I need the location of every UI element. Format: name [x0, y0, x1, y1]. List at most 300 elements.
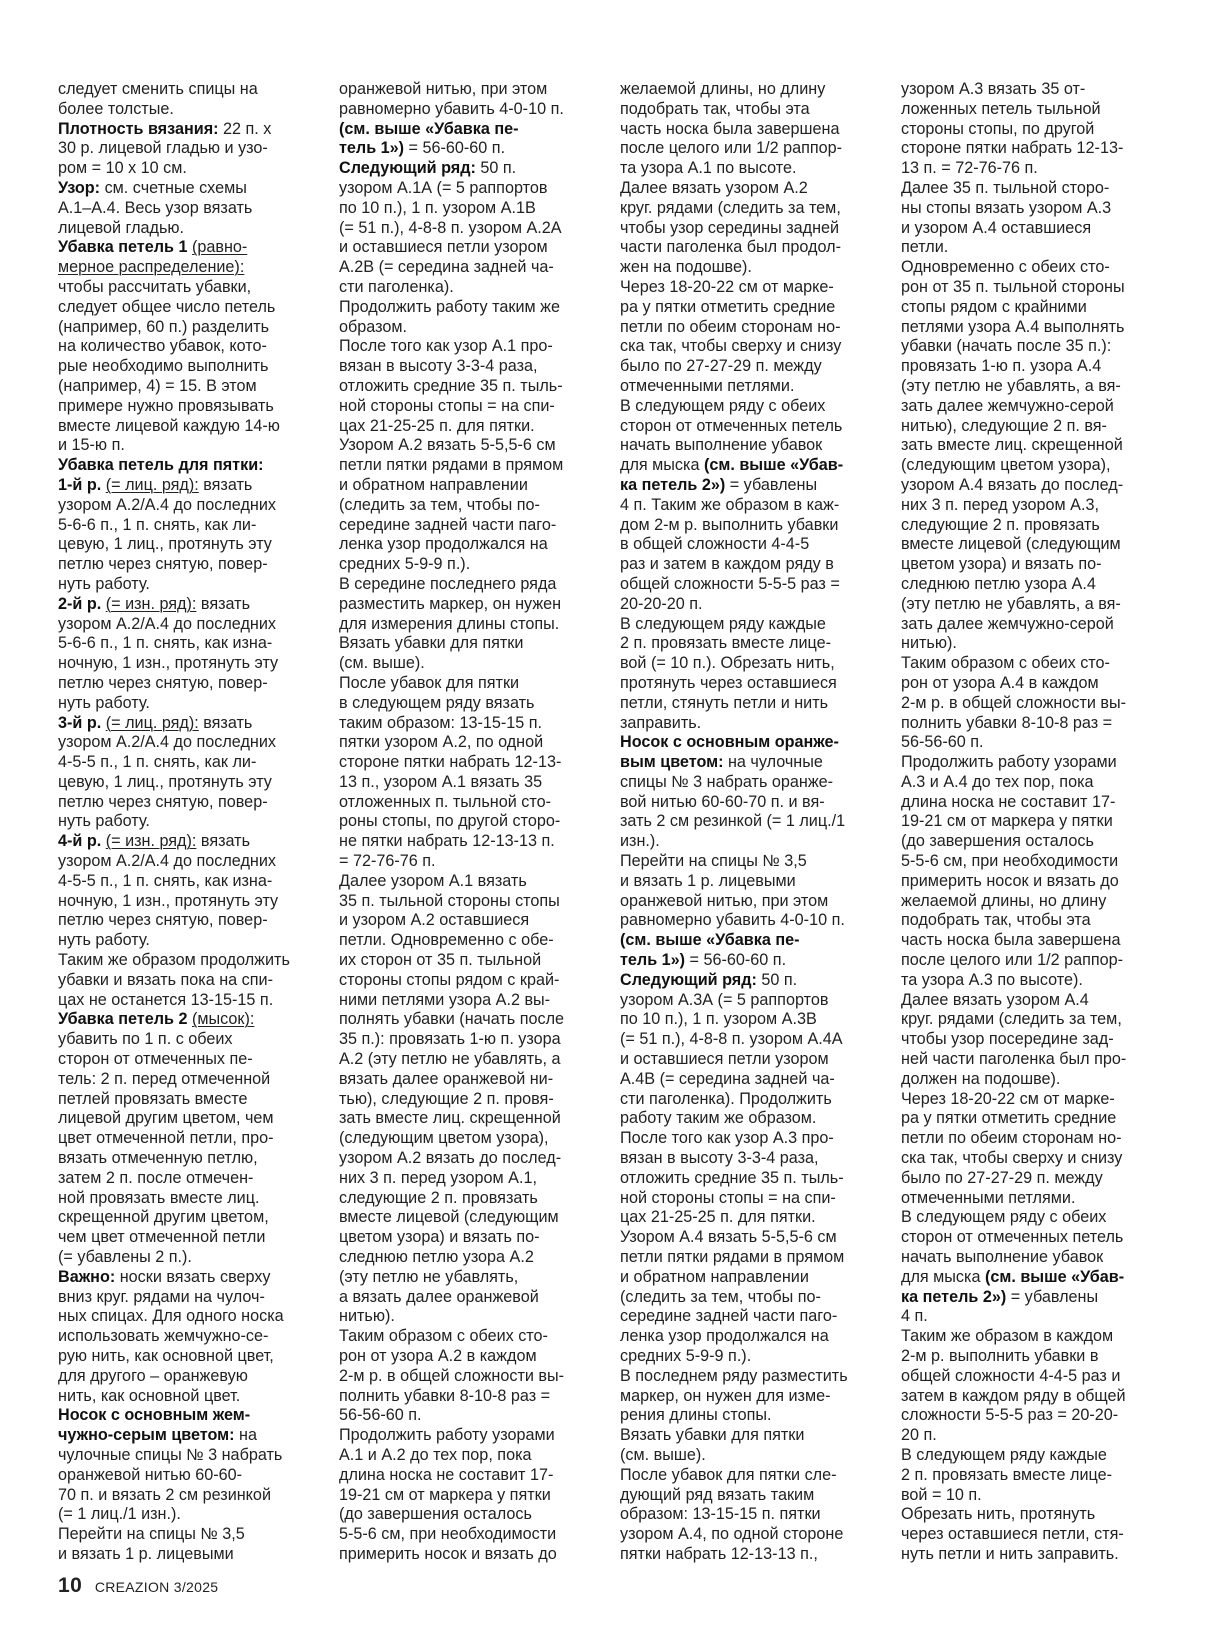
text-line [58, 476, 304, 496]
text-line [339, 159, 585, 179]
text-line [58, 832, 304, 852]
text-segment: середине задней части паго- [620, 1307, 838, 1326]
text-line [901, 1228, 1147, 1248]
text-line [58, 139, 304, 159]
text-segment: 19-21 см от маркера у пятки [339, 1485, 551, 1504]
text-segment: на количество убавок, кото- [58, 337, 267, 356]
text-line [58, 1466, 304, 1486]
text-segment: 2 п. провязать вместе лице- [620, 634, 831, 653]
text-line [620, 991, 866, 1011]
text-line [901, 773, 1147, 793]
text-line [339, 773, 585, 793]
text-line [339, 1070, 585, 1090]
text-segment: оранжевой нитью, при этом [339, 80, 548, 98]
text-line [620, 179, 866, 199]
text-segment: вместе лицевой (следующим [339, 1208, 559, 1227]
text-line [901, 1189, 1147, 1209]
text-line [339, 377, 585, 397]
bold-text: ка петель 2») [620, 475, 726, 494]
text-line [620, 337, 866, 357]
text-line [620, 100, 866, 120]
bold-text: Убавка петель для пятки: [58, 456, 264, 475]
text-segment: круг. рядами (следить за тем, [901, 1010, 1122, 1029]
text-line [58, 179, 304, 199]
underlined-text: (равно- [191, 238, 248, 257]
text-line [620, 1129, 866, 1149]
text-line [620, 238, 866, 258]
text-line [339, 1208, 585, 1228]
text-segment: (см. выше). [620, 1445, 706, 1464]
text-line [620, 318, 866, 338]
text-line [339, 872, 585, 892]
text-line [901, 139, 1147, 159]
text-line [339, 1149, 585, 1169]
text-segment: петлю через снятую, повер- [58, 555, 268, 574]
text-segment: ними петлями узора А.2 вы- [339, 990, 551, 1009]
text-segment: В следующем ряду с обеих [620, 396, 826, 415]
text-line [620, 357, 866, 377]
text-segment: (= 1 лиц./1 изн.). [58, 1505, 181, 1524]
text-segment: и вязать 1 р. лицевыми [620, 871, 796, 890]
text-line [620, 852, 866, 872]
text-segment: 56-56-60 п. [339, 1406, 422, 1425]
text-line [620, 1466, 866, 1486]
text-line [339, 793, 585, 813]
text-line [339, 852, 585, 872]
text-line [339, 199, 585, 219]
text-line [339, 496, 585, 516]
text-segment: после целого или 1/2 раппор- [901, 951, 1124, 970]
text-line [339, 674, 585, 694]
text-line [620, 1525, 866, 1545]
text-line [58, 1406, 304, 1426]
text-line [339, 733, 585, 753]
text-line [620, 1288, 866, 1308]
text-segment: узором А.2/А.4 до последних [58, 614, 276, 633]
text-line [339, 535, 585, 555]
text-line [339, 258, 585, 278]
text-segment: следующие 2 п. провязать [901, 515, 1100, 534]
text-segment: После того как узор А.3 про- [620, 1129, 834, 1148]
text-line [339, 80, 585, 100]
text-line [339, 1307, 585, 1327]
text-segment: сторон от отмеченных пе- [58, 1050, 253, 1069]
text-line [620, 595, 866, 615]
underlined-text: (= изн. ряд): [105, 594, 197, 613]
text-segment: роны стопы, по другой сторо- [339, 812, 561, 831]
text-line [339, 575, 585, 595]
text-segment: стороны стопы рядом с край- [339, 970, 560, 989]
text-line [901, 1248, 1147, 1268]
text-line [901, 1446, 1147, 1466]
text-line [620, 1268, 866, 1288]
text-line [58, 1010, 304, 1030]
text-line [901, 1288, 1147, 1308]
text-line [58, 1525, 304, 1545]
text-line [620, 1109, 866, 1129]
underlined-text: (= лиц. ряд): [105, 713, 199, 732]
text-segment: петли. Одновременно с обе- [339, 931, 554, 950]
text-segment: В следующем ряду каждые [620, 614, 826, 633]
text-line [620, 1327, 866, 1347]
text-segment: ней части паголенка был про- [901, 1050, 1127, 1069]
text-segment: пятки узором А.2, по одной [339, 733, 544, 752]
text-line [58, 971, 304, 991]
text-line [901, 199, 1147, 219]
text-segment: стороны стопы, по другой [901, 119, 1095, 138]
text-segment: Таким же образом в каждом [901, 1327, 1114, 1346]
text-line [58, 1070, 304, 1090]
text-segment: нитью). [339, 1307, 395, 1326]
text-segment: та узора А.3 по высоте). [901, 970, 1083, 989]
text-segment: = 56-60-60 п. [404, 139, 506, 158]
text-line [339, 1189, 585, 1209]
text-segment: следующие 2 п. провязать [339, 1188, 538, 1207]
text-segment: Вязать убавки для пятки [339, 634, 524, 653]
text-line [339, 357, 585, 377]
text-line [339, 1228, 585, 1248]
text-segment: после целого или 1/2 раппор- [620, 139, 843, 158]
text-line [58, 654, 304, 674]
text-line [620, 397, 866, 417]
text-line [339, 892, 585, 912]
text-line [58, 120, 304, 140]
text-line [339, 1248, 585, 1268]
text-line [901, 812, 1147, 832]
text-line [339, 753, 585, 773]
text-line [339, 298, 585, 318]
text-segment: нуть петли и нить заправить. [901, 1544, 1119, 1563]
text-line [58, 258, 304, 278]
text-segment: работу таким же образом. [620, 1109, 817, 1128]
text-segment: равномерно убавить 4-0-10 п. [339, 99, 564, 118]
text-line [58, 951, 304, 971]
text-segment: Продолжить работу узорами [901, 753, 1117, 772]
bold-text: 1-й р. [58, 475, 102, 494]
text-line [620, 951, 866, 971]
text-segment: по 10 п.), 1 п. узором А.1В [339, 198, 536, 217]
text-segment: подобрать так, чтобы эта [901, 911, 1091, 930]
text-segment: длина носка не составит 17- [901, 792, 1116, 811]
text-segment: узором А.2/А.4 до последних [58, 495, 276, 514]
text-segment: тью), следующие 2 п. провя- [339, 1089, 554, 1108]
text-line [58, 436, 304, 456]
text-segment: А.3 и А.4 до тех пор, пока [901, 772, 1094, 791]
text-line [620, 674, 866, 694]
text-segment: Продолжить работу узорами [339, 1426, 555, 1445]
text-segment: ра у пятки отметить средние [901, 1109, 1117, 1128]
text-segment: а вязать далее оранжевой [339, 1287, 539, 1306]
text-segment: изн.). [620, 832, 660, 851]
text-line [58, 278, 304, 298]
text-line [620, 298, 866, 318]
text-segment: = убавлены [1006, 1287, 1099, 1306]
text-segment: После убавок для пятки [339, 673, 520, 692]
text-line [901, 1307, 1147, 1327]
text-segment: Таким образом с обеих сто- [901, 654, 1110, 673]
text-line [901, 1525, 1147, 1545]
bold-text: ка петель 2») [901, 1287, 1007, 1306]
text-line [901, 535, 1147, 555]
text-line [58, 1387, 304, 1407]
text-line [58, 298, 304, 318]
text-line [58, 773, 304, 793]
text-line [339, 1030, 585, 1050]
text-line [58, 793, 304, 813]
text-segment: вязан в высоту 3-3-4 раза, [620, 1149, 819, 1168]
text-segment: спицы № 3 набрать оранже- [620, 772, 834, 791]
text-segment: вязать отмеченную петлю, [58, 1149, 258, 1168]
bold-text: Убавка петель 1 [58, 238, 188, 257]
text-segment: вязать далее оранжевой ни- [339, 1069, 554, 1088]
text-line [901, 1347, 1147, 1367]
text-segment: Вязать убавки для пятки [620, 1426, 805, 1445]
text-line [339, 714, 585, 734]
text-segment: Через 18-20-22 см от марке- [901, 1089, 1115, 1108]
text-segment: вязать [198, 713, 253, 732]
text-line [620, 615, 866, 635]
text-segment: рон от узора А.2 в каждом [339, 1347, 537, 1365]
text-segment: и обратном направлении [620, 1267, 809, 1286]
text-line [339, 278, 585, 298]
text-segment: части паголенка был продол- [620, 238, 841, 257]
text-segment: А.2В (= середина задней ча- [339, 258, 554, 277]
text-segment: лицевой другим цветом, чем [58, 1109, 274, 1128]
text-segment: 70 п. и вязать 2 см резинкой [58, 1485, 271, 1504]
text-line [58, 1288, 304, 1308]
text-line [58, 100, 304, 120]
text-column-4 [901, 80, 1147, 1565]
text-line [620, 911, 866, 931]
text-line [58, 516, 304, 536]
text-segment: ром = 10 х 10 см. [58, 159, 187, 178]
text-segment: цах 21-25-25 п. для пятки. [339, 416, 535, 435]
text-segment: маркер, он нужен для изме- [620, 1386, 831, 1405]
text-line [620, 1149, 866, 1169]
text-segment: вой (= 10 п.). Обрезать нить, [620, 654, 835, 673]
text-segment: них 3 п. перед узором А.1, [339, 1168, 537, 1187]
text-line [901, 1149, 1147, 1169]
text-segment: полнять убавки (начать после [339, 1010, 565, 1029]
text-line [58, 991, 304, 1011]
bold-text: (см. выше «Убав- [703, 456, 844, 475]
text-line [620, 80, 866, 100]
text-segment: (например, 60 п.) разделить [58, 317, 270, 336]
text-segment: провязать 1-ю п. узора А.4 [901, 357, 1102, 376]
text-segment: сти паголенка). [339, 277, 454, 296]
text-line [339, 634, 585, 654]
text-line [620, 1406, 866, 1426]
text-segment: средних 5-9-9 п.). [339, 555, 471, 574]
text-segment: рон от 35 п. тыльной стороны [901, 277, 1125, 296]
text-line [339, 1268, 585, 1288]
text-segment: зать 2 см резинкой (= 1 лиц./1 [620, 812, 846, 831]
text-line [901, 991, 1147, 1011]
text-line [620, 931, 866, 951]
text-segment: нуть работу. [58, 931, 150, 950]
text-line [901, 1129, 1147, 1149]
text-segment: убавки и вязать пока на спи- [58, 970, 273, 989]
text-segment: Далее узором А.1 вязать [339, 871, 527, 890]
text-segment: рения длины стопы. [620, 1406, 772, 1425]
text-segment: (эту петлю не убавлять, а вя- [901, 594, 1121, 613]
text-segment: ной стороны стопы = на спи- [620, 1188, 836, 1207]
text-line [58, 1327, 304, 1347]
text-segment: вязать [196, 594, 251, 613]
text-line [901, 674, 1147, 694]
text-line [901, 1070, 1147, 1090]
text-line [620, 377, 866, 397]
text-line [620, 496, 866, 516]
text-line [58, 80, 304, 100]
text-segment: для мыска [620, 456, 704, 475]
text-segment: 5-6-6 п., 1 п. снять, как ли- [58, 515, 257, 534]
text-line [620, 714, 866, 734]
text-segment: Далее вязать узором А.2 [620, 178, 808, 197]
text-line [620, 1208, 866, 1228]
text-line [339, 120, 585, 140]
text-segment: чтобы узор середины задней [620, 218, 840, 237]
text-segment: зать далее жемчужно-серой [901, 614, 1114, 633]
text-line [901, 377, 1147, 397]
text-segment: 2 п. провязать вместе лице- [901, 1465, 1112, 1484]
text-segment: В следующем ряду с обеих [901, 1208, 1107, 1227]
text-segment: цах не останется 13-15-15 п. [58, 990, 274, 1009]
text-line [901, 931, 1147, 951]
text-segment: нить, как основной цвет. [58, 1386, 241, 1405]
text-segment: стороне пятки набрать 12-13- [339, 753, 562, 772]
text-line [339, 318, 585, 338]
text-segment: зать вместе лиц. скрещенной [339, 1109, 561, 1128]
text-segment: общей сложности 5-5-5 раз = [620, 574, 840, 593]
text-line [620, 219, 866, 239]
text-segment: узором А.3А (= 5 раппортов [620, 990, 829, 1009]
text-segment: рон от узора А.4 в каждом [901, 673, 1099, 692]
text-segment: сторон от отмеченных петель [901, 1228, 1124, 1247]
text-segment: 19-21 см от маркера у пятки [901, 812, 1113, 831]
text-line [620, 436, 866, 456]
text-segment: ночную, 1 изн., протянуть эту [58, 891, 279, 910]
text-line [58, 199, 304, 219]
text-line [620, 555, 866, 575]
text-segment: нуть работу. [58, 693, 150, 712]
text-line [339, 219, 585, 239]
text-line [58, 1208, 304, 1228]
text-segment: 2-м р. в общей сложности вы- [901, 693, 1127, 712]
text-segment: сложности 5-5-5 раз = 20-20- [901, 1406, 1119, 1425]
text-segment: чтобы узор посередине зад- [901, 1030, 1114, 1049]
text-line [620, 278, 866, 298]
text-line [58, 337, 304, 357]
text-line [901, 852, 1147, 872]
text-segment: А.2 (эту петлю не убавлять, а [339, 1050, 561, 1069]
text-line [58, 1486, 304, 1506]
text-segment: отмеченными петлями. [901, 1188, 1076, 1207]
text-segment: ска так, чтобы сверху и снизу [620, 337, 842, 356]
bold-text: чужно-серым цветом: [58, 1426, 235, 1445]
text-segment: для мыска [901, 1267, 985, 1286]
text-line [58, 1109, 304, 1129]
bold-text: Носок с основным оранже- [620, 733, 839, 752]
text-segment: примере нужно провязывать [58, 396, 274, 415]
text-line [339, 397, 585, 417]
text-line [58, 733, 304, 753]
text-segment: отмеченными петлями. [620, 376, 795, 395]
text-line [620, 733, 866, 753]
text-line [620, 1505, 866, 1525]
text-line [620, 1169, 866, 1189]
text-line [58, 634, 304, 654]
text-segment: ночную, 1 изн., протянуть эту [58, 654, 279, 673]
text-segment: петлей провязать вместе [58, 1089, 248, 1108]
text-segment: узором А.4, по одной стороне [620, 1525, 844, 1544]
text-segment: вместе лицевой (следующим [901, 535, 1121, 554]
text-segment: (= 51 п.), 4-8-8 п. узором А.2А [339, 218, 562, 237]
text-line [339, 1367, 585, 1387]
text-line [901, 1505, 1147, 1525]
text-segment: полнить убавки 8-10-8 раз = [339, 1386, 551, 1405]
text-segment: Таким образом с обеих сто- [339, 1327, 548, 1346]
text-segment: 56-56-60 п. [901, 733, 984, 752]
text-segment: тель: 2 п. перед отмеченной [58, 1069, 271, 1088]
text-line [620, 654, 866, 674]
text-line [58, 535, 304, 555]
text-segment: петли пятки рядами в прямом [620, 1248, 845, 1267]
text-line [620, 812, 866, 832]
text-line [901, 1426, 1147, 1446]
text-segment: длина носка не составит 17- [339, 1465, 554, 1484]
text-line [58, 892, 304, 912]
text-segment: чтобы рассчитать убавки, [58, 277, 252, 296]
text-line [901, 258, 1147, 278]
text-segment: узором А.3 вязать 35 от- [901, 80, 1086, 98]
text-segment: зать вместе лиц. скрещенной [901, 436, 1123, 455]
text-line [901, 397, 1147, 417]
text-line [339, 1347, 585, 1367]
text-segment: В следующем ряду каждые [901, 1445, 1107, 1464]
text-segment: Одновременно с обеих сто- [901, 258, 1110, 277]
text-line [901, 872, 1147, 892]
text-segment: них 3 п. перед узором А.3, [901, 495, 1099, 514]
text-segment: 20 п. [901, 1426, 937, 1445]
bold-text: (см. выше «Убавка пе- [620, 931, 800, 950]
text-line [901, 595, 1147, 615]
text-line [620, 1050, 866, 1070]
text-line [620, 1070, 866, 1090]
text-segment: После убавок для пятки сле- [620, 1465, 837, 1484]
bold-text: 4-й р. [58, 832, 102, 851]
text-line [339, 1050, 585, 1070]
text-line [901, 1030, 1147, 1050]
text-line [901, 179, 1147, 199]
text-segment: было по 27-27-29 п. между [901, 1168, 1103, 1187]
text-line [339, 1505, 585, 1525]
text-segment: узором А.2/А.4 до последних [58, 852, 276, 871]
text-segment: петли по обеим сторонам но- [620, 317, 841, 336]
text-line [620, 1228, 866, 1248]
text-line [339, 1426, 585, 1446]
text-segment: подобрать так, чтобы эта [620, 99, 810, 118]
text-line [901, 832, 1147, 852]
text-line [620, 258, 866, 278]
text-line [620, 634, 866, 654]
text-line [901, 694, 1147, 714]
bold-text: 3-й р. [58, 713, 102, 732]
text-line [339, 1387, 585, 1407]
text-line [58, 1090, 304, 1110]
text-segment: А.1–А.4. Весь узор вязать [58, 198, 253, 217]
text-segment: (следить за тем, чтобы по- [620, 1287, 821, 1306]
